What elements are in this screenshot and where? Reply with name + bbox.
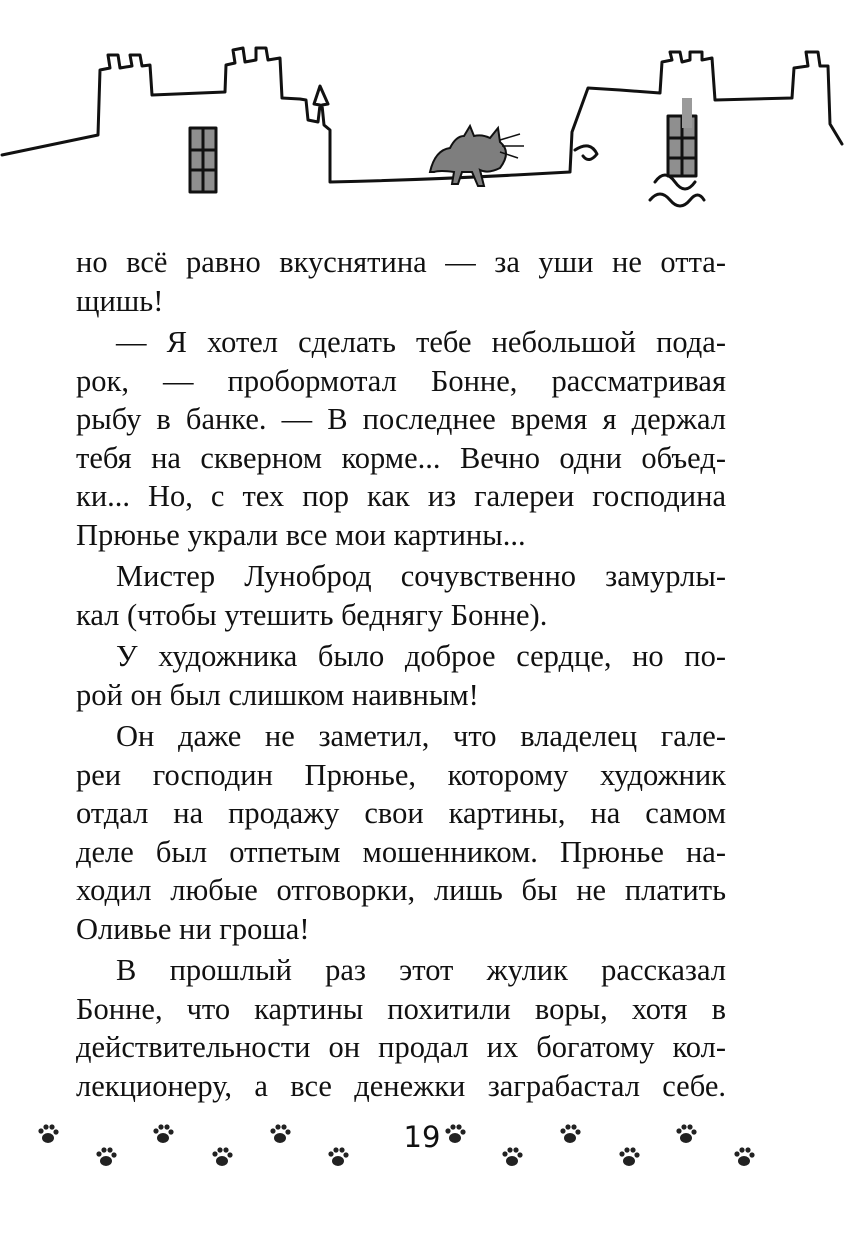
text-line: Прюнье украли все мои картины... — [76, 517, 526, 552]
text-line: Бонне, что картины похитили воры, хотя в — [76, 991, 726, 1026]
text-line: деле был отпетым мошенником. Прюнье на- — [76, 834, 726, 869]
text-line: ходил любые отговорки, лишь бы не платить — [76, 873, 726, 907]
text-line: щишь! — [76, 283, 164, 318]
text-line: В прошлый раз этот жулик рассказал — [116, 953, 726, 987]
text-line: но всё равно вкуснятина — за уши не отта- — [76, 245, 726, 279]
text-line: рыбу в банке. — В последнее время я держал — [76, 402, 726, 436]
paragraph — [76, 717, 726, 948]
text-line: лекционеру, а все денежки заграбастал себе. — [76, 1068, 726, 1103]
text-line: действительности он продал их богатому кол- — [76, 1030, 726, 1064]
text-line: рой он был слишком наивным! — [76, 677, 479, 712]
paragraph — [76, 637, 726, 714]
body-text — [76, 243, 726, 1105]
text-line: Мистер Луноброд сочувственно замурлы- — [116, 559, 726, 593]
page-number: 19 — [403, 1120, 441, 1154]
paragraph — [76, 951, 726, 1105]
text-line: Оливье ни гроша! — [76, 911, 310, 946]
text-line: ки... Но, с тех пор как из галереи господина — [76, 479, 726, 513]
paragraph — [76, 243, 726, 320]
paragraph — [76, 557, 726, 634]
text-line: тебя на скверном корме... Вечно одни объед- — [76, 440, 726, 475]
text-line: реи господин Прюнье, которому художник — [76, 757, 726, 792]
text-line: отдал на продажу свои картины, на самом — [76, 796, 726, 830]
text-line: кал (чтобы утешить беднягу Бонне). — [76, 597, 548, 632]
paragraph — [76, 323, 726, 554]
text-line: У художника было доброе сердце, но по- — [116, 639, 726, 673]
text-line: рок, — пробормотал Бонне, рассматривая — [76, 363, 726, 398]
text-line: — Я хотел сделать тебе небольшой пода- — [116, 325, 726, 359]
rooftops-with-cat-illustration — [0, 0, 844, 230]
text-line: Он даже не заметил, что владелец гале- — [116, 719, 726, 753]
